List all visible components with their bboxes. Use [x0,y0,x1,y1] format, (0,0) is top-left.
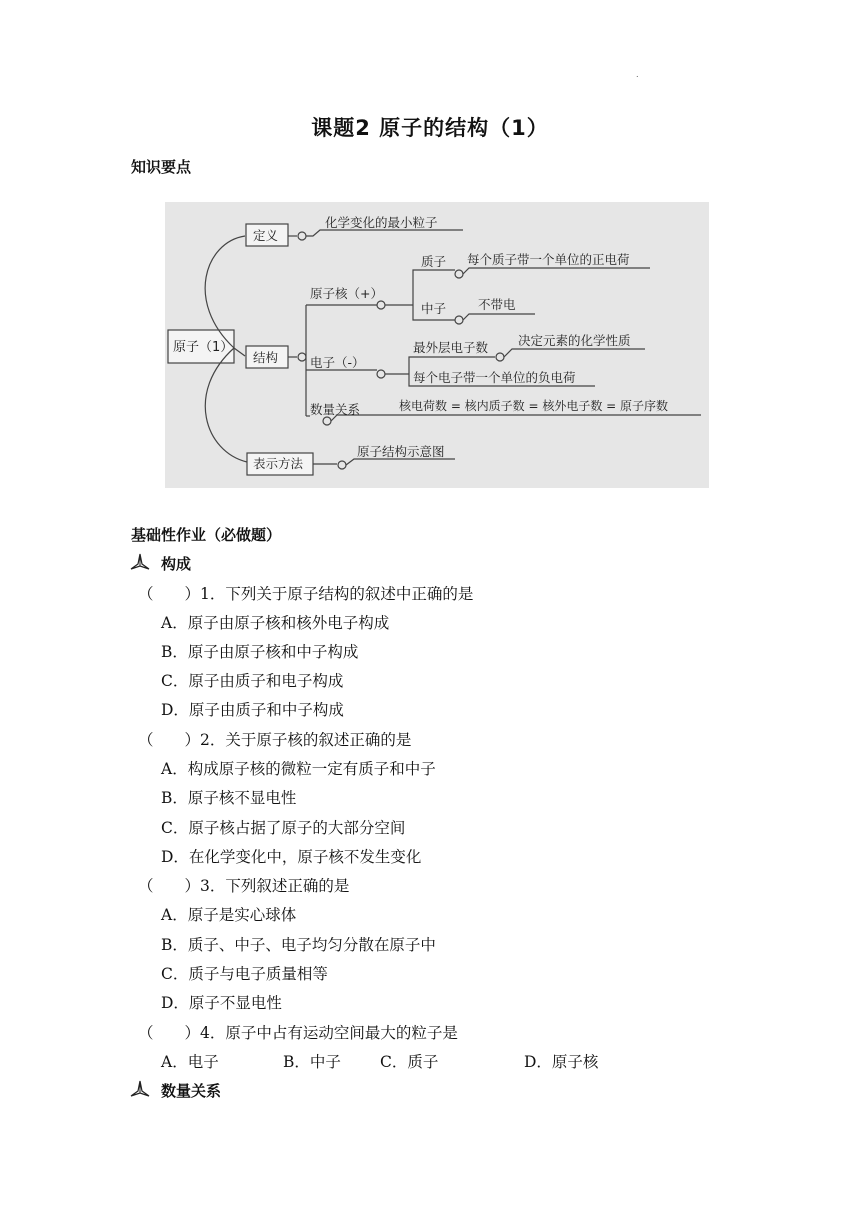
question-2-option-b: B．原子核不显电性 [161,789,297,807]
mm-representation-value: 原子结构示意图 [357,444,445,459]
question-2-option-a: A．构成原子核的微粒一定有质子和中子 [161,760,436,778]
mm-electron-label: 电子（-） [310,355,365,370]
section-title-quantity: 数量关系 [161,1082,222,1100]
question-4-option-d: D．原子核 [524,1053,599,1071]
mm-nucleus-label: 原子核（+） [310,286,383,301]
mm-neutron-value: 不带电 [478,297,516,312]
question-2-option-d: D．在化学变化中，原子核不发生变化 [161,848,422,866]
mm-neutron-label: 中子 [421,301,447,316]
question-2-stem: （ ）2．关于原子核的叙述正确的是 [138,731,412,749]
question-4-option-a: A．电子 [161,1053,219,1071]
question-4-option-b: B．中子 [283,1053,341,1071]
question-3-option-a: A．原子是实心球体 [161,906,297,924]
question-3-option-b: B．质子、中子、电子均匀分散在原子中 [161,936,436,954]
mm-proton-value: 每个质子带一个单位的正电荷 [467,252,630,267]
knowledge-heading: 知识要点 [131,158,192,176]
corner-mark: . [636,70,639,79]
question-1-stem: （ ）1．下列关于原子结构的叙述中正确的是 [138,585,474,603]
question-4-option-c: C．质子 [380,1053,439,1071]
section-title-composition: 构成 [161,555,192,573]
mm-root: 原子（1） [173,340,234,355]
mm-outer-electron-value: 决定元素的化学性质 [518,333,631,348]
question-3-stem: （ ）3．下列叙述正确的是 [138,877,350,895]
question-3-option-c: C．质子与电子质量相等 [161,965,328,983]
page-title: 课题2 原子的结构（1） [311,116,549,140]
question-1-option-a: A．原子由原子核和核外电子构成 [161,614,390,632]
question-1-option-c: C．原子由质子和电子构成 [161,672,344,690]
mm-outer-electron-label: 最外层电子数 [413,340,489,355]
section-marker-icon [130,553,150,571]
section-marker-icon [130,1080,150,1098]
mm-representation-label: 表示方法 [253,456,304,471]
question-1-option-b: B．原子由原子核和中子构成 [161,643,359,661]
mm-definition-value: 化学变化的最小粒子 [325,215,438,230]
question-1-option-d: D．原子由质子和中子构成 [161,701,344,719]
mind-map-diagram [165,202,709,488]
mm-quantity-value: 核电荷数 = 核内质子数 = 核外电子数 = 原子序数 [399,399,669,413]
mm-structure-label: 结构 [253,350,279,365]
question-3-option-d: D．原子不显电性 [161,994,282,1012]
question-4-stem: （ ）4．原子中占有运动空间最大的粒子是 [138,1024,458,1042]
question-2-option-c: C．原子核占据了原子的大部分空间 [161,819,406,837]
mm-electron-value: 每个电子带一个单位的负电荷 [413,370,576,385]
mm-quantity-label: 数量关系 [310,402,361,417]
mm-definition-label: 定义 [253,228,279,243]
mind-map [165,202,709,488]
homework-heading: 基础性作业（必做题） [131,526,282,544]
mm-proton-label: 质子 [421,254,447,269]
